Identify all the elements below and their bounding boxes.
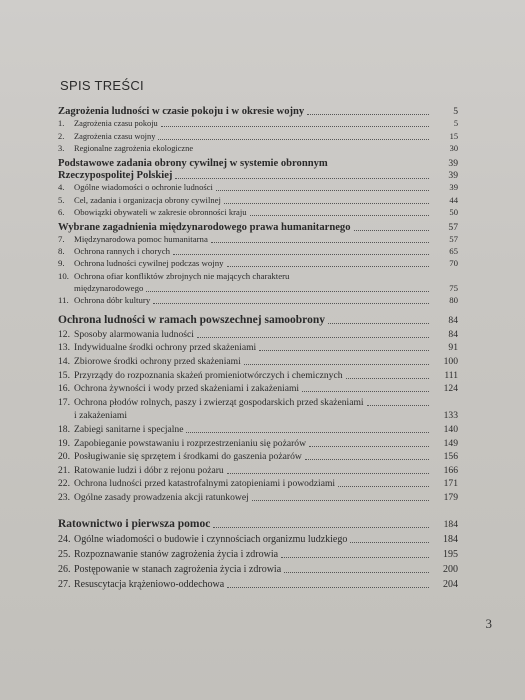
- page-ref: 140: [443, 423, 458, 435]
- page-ref: 184: [443, 533, 458, 545]
- page-ref: 184: [443, 518, 458, 530]
- entry-number: 26.: [58, 563, 71, 575]
- toc-entry: [58, 545, 458, 560]
- section-title: Ratownictwo i pierwsza pomoc: [58, 517, 211, 530]
- entry-number: 10.: [58, 270, 69, 281]
- entry-text: Ochrona rannych i chorych: [74, 246, 170, 257]
- page-ref: 70: [449, 258, 458, 269]
- dot-leader: [307, 113, 429, 115]
- entry-number: 16.: [58, 383, 70, 395]
- entry-text: Zagrożenia czasu wojny: [74, 131, 156, 141]
- dot-leader: [338, 485, 429, 487]
- page-number: 3: [485, 616, 492, 631]
- page-ref: 111: [444, 369, 458, 381]
- page-ref: 5: [453, 119, 458, 129]
- dot-leader: [161, 125, 429, 127]
- toc-section-2: [58, 157, 458, 218]
- toc-entry: [58, 269, 458, 281]
- page-ref: 57: [449, 234, 458, 245]
- entry-number: 7.: [58, 234, 65, 245]
- entry-text: Zagrożenia czasu pokoju: [74, 119, 158, 129]
- entry-number: 11.: [58, 295, 69, 305]
- dot-leader: [367, 404, 429, 406]
- page-ref: 5: [453, 106, 458, 118]
- section-title: Podstawowe zadania obrony cywilnej w systemie obronnym: [58, 157, 328, 169]
- toc-entry: [58, 282, 458, 294]
- entry-number: 23.: [58, 491, 70, 503]
- dot-leader: [186, 431, 429, 433]
- entry-number: 20.: [58, 451, 70, 463]
- page-ref: 195: [443, 548, 458, 560]
- entry-number: 27.: [58, 578, 71, 590]
- dot-leader: [196, 151, 429, 152]
- section-title: Ochrona ludności w ramach powszechnej samoobrony: [58, 314, 325, 327]
- dot-leader: [259, 349, 429, 351]
- toc-entry: [58, 408, 458, 422]
- entry-text: Zapobieganie powstawaniu i rozprzestrzenianiu się pożarów: [74, 437, 307, 449]
- page-ref: 75: [449, 282, 458, 293]
- section-title: Wybrane zagadnienia międzynarodowego prawa humanitarnego: [58, 221, 351, 233]
- page-ref: 166: [443, 464, 458, 476]
- dot-leader: [328, 322, 429, 324]
- dot-leader: [216, 189, 429, 191]
- entry-text: Obowiązki obywateli w zakresie obronności kraju: [74, 206, 247, 217]
- dot-leader: [281, 556, 429, 558]
- entry-number: 19.: [58, 437, 70, 449]
- entry-text: Rozpoznawanie stanów zagrożenia życia i zdrowia: [74, 548, 279, 560]
- entry-number: 13.: [58, 342, 70, 354]
- dot-leader: [354, 229, 429, 231]
- toc-entry: [58, 206, 458, 218]
- entry-text: Ochrona dóbr kultury: [74, 295, 151, 305]
- toc-entry: [58, 245, 458, 257]
- page-ref: 57: [448, 221, 458, 233]
- entry-text: Ogólne zasady prowadzenia akcji ratunkowej: [74, 491, 249, 503]
- section-title-row: [58, 221, 458, 233]
- entry-number: 18.: [58, 423, 70, 435]
- dot-leader: [175, 177, 429, 179]
- entry-text: Ochrona ludności cywilnej podczas wojny: [74, 258, 224, 269]
- dot-leader: [302, 390, 429, 392]
- entry-text: Cel, zadania i organizacja obrony cywilnej: [74, 194, 221, 205]
- toc-entry: [58, 340, 458, 354]
- table-of-contents: [58, 100, 458, 590]
- entry-text: Ochrona ludności przed katastrofalnymi zatopieniami i powodziami: [74, 478, 336, 490]
- section-title-row: [58, 515, 458, 530]
- entry-number: 24.: [58, 533, 71, 545]
- page-ref: 84: [448, 315, 458, 327]
- page-ref: 156: [443, 451, 458, 463]
- dot-leader: [197, 336, 429, 338]
- section-title-row: [58, 157, 458, 169]
- dot-leader: [130, 418, 429, 419]
- page-ref: 50: [449, 206, 458, 217]
- page-ref: 149: [443, 437, 458, 449]
- entry-text: i zakażeniami: [74, 410, 127, 422]
- entry-number: 21.: [58, 464, 70, 476]
- entry-text: Ratowanie ludzi i dóbr z rejonu pożaru: [74, 464, 224, 476]
- toc-heading: SPIS TREŚCI: [60, 78, 144, 93]
- toc-entry: [58, 421, 458, 435]
- toc-entry: [58, 367, 458, 381]
- toc-entry: [58, 394, 458, 408]
- entry-number: 1.: [58, 119, 65, 129]
- entry-number: 6.: [58, 206, 65, 217]
- entry-text: Resuscytacja krążeniowo-oddechowa: [74, 578, 225, 590]
- page-ref: 44: [449, 194, 458, 205]
- toc-entry: [58, 575, 458, 590]
- page-ref: 39: [448, 170, 458, 182]
- toc-section-5: [58, 515, 458, 590]
- entry-text: międzynarodowego: [74, 282, 144, 293]
- entry-number: 22.: [58, 478, 70, 490]
- toc-section-3: [58, 221, 458, 306]
- toc-entry: [58, 476, 458, 490]
- dot-leader: [292, 279, 429, 280]
- dot-leader: [346, 377, 429, 379]
- entry-text: Ochrona ofiar konfliktów zbrojnych nie mających charakteru: [74, 270, 290, 281]
- dot-leader: [331, 166, 429, 167]
- dot-leader: [153, 302, 429, 304]
- dot-leader: [213, 526, 429, 528]
- page-ref: 171: [443, 478, 458, 490]
- toc-entry: [58, 435, 458, 449]
- section-title-row: [58, 105, 458, 117]
- toc-section-4: [58, 314, 458, 503]
- entry-text: Ogólne wiadomości o ochronie ludności: [74, 182, 213, 193]
- entry-text: Ochrona żywności i wody przed skażeniami i zakażeniami: [74, 383, 300, 395]
- page-ref: 65: [449, 246, 458, 257]
- page-ref: 91: [448, 342, 458, 354]
- section-title-row: [58, 169, 458, 181]
- page-ref: 30: [449, 143, 458, 153]
- entry-number: 25.: [58, 548, 71, 560]
- toc-entry: [58, 294, 458, 306]
- dot-leader: [158, 138, 429, 140]
- toc-entry: [58, 233, 458, 245]
- page-ref: 200: [443, 563, 458, 575]
- entry-text: Zbiorowe środki ochrony przed skażeniami: [74, 355, 241, 367]
- page-ref: 100: [443, 355, 458, 367]
- dot-leader: [211, 241, 429, 243]
- page-ref: 39: [448, 157, 458, 169]
- toc-section-1: [58, 105, 458, 154]
- entry-text: Sposoby alarmowania ludności: [74, 328, 194, 340]
- toc-entry: [58, 353, 458, 367]
- entry-number: 5.: [58, 194, 65, 205]
- entry-text: Regionalne zagrożenia ekologiczne: [74, 143, 194, 153]
- dot-leader: [227, 265, 429, 267]
- toc-entry: [58, 381, 458, 395]
- toc-entry: [58, 326, 458, 340]
- entry-text: Postępowanie w stanach zagrożenia życia i zdrowia: [74, 563, 282, 575]
- toc-entry: [58, 142, 458, 154]
- toc-entry: [58, 117, 458, 129]
- dot-leader: [350, 541, 429, 543]
- entry-text: Ochrona płodów rolnych, paszy i zwierząt gospodarskich przed skażeniami: [74, 396, 364, 408]
- page-ref: 179: [443, 491, 458, 503]
- toc-entry: [58, 530, 458, 545]
- section-title: Zagrożenia ludności w czasie pokoju i w okresie wojny: [58, 106, 305, 118]
- page-ref: 39: [449, 182, 458, 193]
- toc-entry: [58, 489, 458, 503]
- dot-leader: [305, 458, 429, 460]
- entry-number: 8.: [58, 246, 65, 257]
- page-ref: 133: [443, 410, 458, 422]
- entry-text: Przyrządy do rozpoznania skażeń promieniotwórczych i chemicznych: [74, 369, 343, 381]
- dot-leader: [146, 290, 429, 292]
- page-ref: 204: [443, 578, 458, 590]
- dot-leader: [227, 586, 429, 588]
- section-title-cont: Rzeczypospolitej Polskiej: [58, 170, 173, 182]
- dot-leader: [284, 571, 429, 573]
- entry-number: 4.: [58, 182, 65, 193]
- entry-text: Zabiegi sanitarne i specjalne: [74, 423, 184, 435]
- entry-number: 15.: [58, 369, 70, 381]
- toc-entry: [58, 462, 458, 476]
- entry-number: 14.: [58, 355, 70, 367]
- toc-entry: [58, 560, 458, 575]
- entry-text: Posługiwanie się sprzętem i środkami do gaszenia pożarów: [74, 451, 302, 463]
- page-ref: 124: [443, 383, 458, 395]
- entry-number: 12.: [58, 328, 70, 340]
- toc-entry: [58, 257, 458, 269]
- toc-entry: [58, 449, 458, 463]
- dot-leader: [252, 499, 429, 501]
- entry-text: Międzynarodowa pomoc humanitarna: [74, 234, 208, 245]
- dot-leader: [309, 445, 429, 447]
- entry-text: Indywidualne środki ochrony przed skażeniami: [74, 342, 257, 354]
- toc-entry: [58, 181, 458, 193]
- section-title-row: [58, 314, 458, 326]
- entry-number: 2.: [58, 131, 65, 141]
- dot-leader: [173, 253, 429, 255]
- entry-text: Ogólne wiadomości o budowie i czynnościach organizmu ludzkiego: [74, 533, 348, 545]
- toc-entry: [58, 193, 458, 205]
- page-ref: 15: [449, 131, 458, 141]
- dot-leader: [244, 363, 429, 365]
- entry-number: 9.: [58, 258, 65, 269]
- dot-leader: [250, 214, 429, 216]
- entry-number: 3.: [58, 143, 65, 153]
- page-ref: 80: [449, 295, 458, 305]
- toc-entry: [58, 129, 458, 141]
- page-ref: 84: [448, 328, 458, 340]
- dot-leader: [224, 202, 429, 204]
- dot-leader: [227, 472, 429, 474]
- entry-number: 17.: [58, 396, 70, 408]
